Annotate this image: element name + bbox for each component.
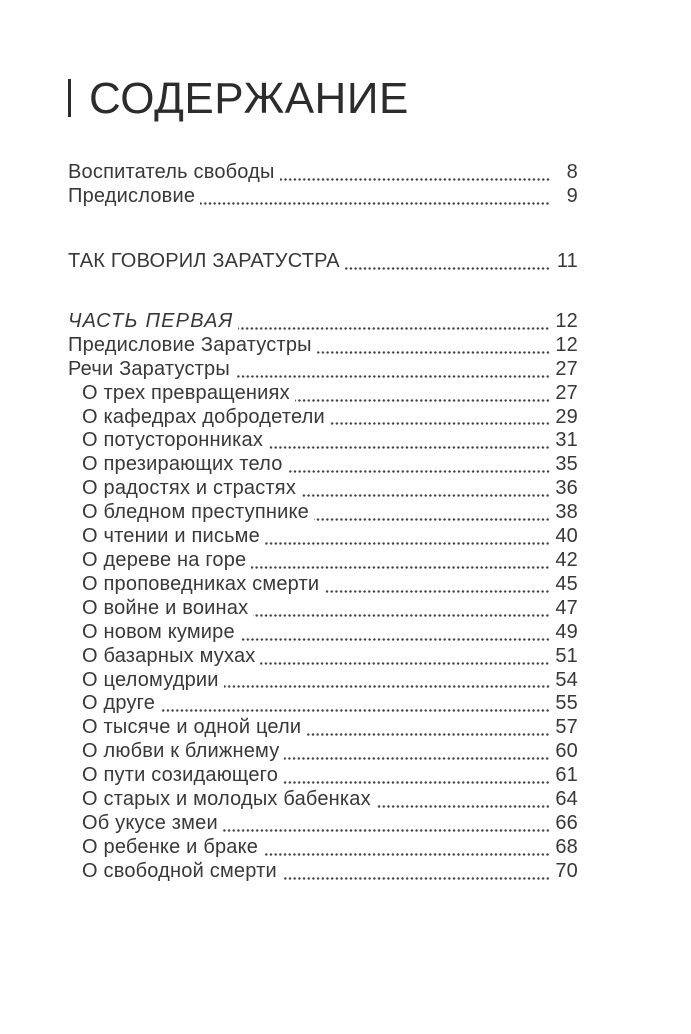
toc-entry[interactable] xyxy=(68,453,578,477)
toc-entry-page: 11 xyxy=(556,250,578,272)
toc-entry-label: Предисловие Заратустры xyxy=(68,333,312,356)
toc-group-book-title xyxy=(68,250,578,274)
toc-entry[interactable] xyxy=(68,358,578,382)
dot-leader xyxy=(238,327,550,330)
toc-entry-label: О презирающих тело xyxy=(82,453,283,476)
toc-entry[interactable] xyxy=(68,549,578,573)
toc-entry-page: 12 xyxy=(555,333,578,356)
dot-leader xyxy=(295,399,550,402)
toc-entry-label: Предисловие xyxy=(68,185,196,208)
dot-leader xyxy=(160,709,550,712)
page-title: СОДЕРЖАНИЕ xyxy=(89,74,409,123)
toc-entry-page: 51 xyxy=(555,644,578,667)
toc-entry-label: О целомудрии xyxy=(82,668,219,691)
toc-entry-page: 9 xyxy=(566,185,578,208)
dot-leader xyxy=(301,494,550,497)
toc-entry-page: 47 xyxy=(555,596,578,619)
toc-entry[interactable] xyxy=(68,692,578,716)
toc-entry[interactable] xyxy=(68,788,578,812)
dot-leader xyxy=(317,351,550,354)
toc-entry-page: 55 xyxy=(555,692,578,715)
toc-entry-page: 12 xyxy=(555,309,578,332)
toc-entry-label: О ребенке и браке xyxy=(82,835,259,858)
toc-entry-page: 54 xyxy=(555,668,578,691)
toc-entry-page: 8 xyxy=(566,161,578,184)
toc-entry-label: ЧАСТЬ ПЕРВАЯ xyxy=(68,309,234,332)
toc-group-part-one xyxy=(68,310,578,884)
dot-leader xyxy=(280,178,550,181)
dot-leader xyxy=(251,566,550,569)
toc-entry-page: 38 xyxy=(555,501,578,524)
toc-entry[interactable] xyxy=(68,645,578,669)
dot-leader xyxy=(288,470,550,473)
toc-entry-label: О бледном преступнике xyxy=(82,501,309,524)
dot-leader xyxy=(235,375,550,378)
toc-entry-label: Речи Заратустры xyxy=(68,357,230,380)
title-block xyxy=(68,76,578,122)
title-accent-bar xyxy=(68,79,71,117)
toc-entry[interactable] xyxy=(68,406,578,430)
toc-entry-label: Об укусе змеи xyxy=(82,811,218,834)
toc-entry[interactable] xyxy=(68,669,578,693)
toc-group-front-matter xyxy=(68,161,578,209)
dot-leader xyxy=(324,590,550,593)
toc-entry[interactable] xyxy=(68,382,578,406)
toc-entry-page: 64 xyxy=(555,788,578,811)
toc-entry[interactable] xyxy=(68,525,578,549)
toc-entry[interactable] xyxy=(68,860,578,884)
dot-leader xyxy=(330,422,550,425)
toc-entry-page: 35 xyxy=(555,453,578,476)
dot-leader xyxy=(240,638,550,641)
toc-entry-label: О чтении и письме xyxy=(82,525,260,548)
toc-entry-label: О друге xyxy=(82,692,156,715)
toc-entry[interactable] xyxy=(68,185,578,209)
toc-entry[interactable] xyxy=(68,334,578,358)
toc-entry-label: О войне и воинах xyxy=(82,596,249,619)
toc-entry-page: 40 xyxy=(555,525,578,548)
toc-entry[interactable] xyxy=(68,764,578,788)
toc-entry[interactable] xyxy=(68,429,578,453)
dot-leader xyxy=(200,202,550,205)
toc-entry-label: О радостях и страстях xyxy=(82,477,297,500)
toc-entry-book-title[interactable] xyxy=(68,250,578,274)
toc-entry-label: О старых и молодых бабенках xyxy=(82,788,371,811)
dot-leader xyxy=(284,757,550,760)
dot-leader xyxy=(282,877,550,880)
dot-leader xyxy=(306,733,550,736)
toc-entry[interactable] xyxy=(68,597,578,621)
dot-leader xyxy=(260,662,550,665)
toc-entry-page: 66 xyxy=(555,811,578,834)
toc-entry[interactable] xyxy=(68,836,578,860)
toc-entry-label: О базарных мухах xyxy=(82,644,256,667)
toc-entry[interactable] xyxy=(68,740,578,764)
dot-leader xyxy=(376,805,550,808)
toc-entry-page: 31 xyxy=(555,429,578,452)
toc-entry-label: О проповедниках смерти xyxy=(82,572,320,595)
toc-entry-label: Воспитатель свободы xyxy=(68,161,275,184)
toc-entry[interactable] xyxy=(68,477,578,501)
dot-leader xyxy=(224,685,550,688)
dot-leader xyxy=(283,781,550,784)
toc-entry-page: 61 xyxy=(555,764,578,787)
toc-entry-label: О кафедрах добродетели xyxy=(82,405,325,428)
toc-entry-page: 36 xyxy=(555,477,578,500)
toc-entry-page: 57 xyxy=(555,716,578,739)
toc-entry-page: 70 xyxy=(555,859,578,882)
dot-leader xyxy=(345,267,550,270)
dot-leader xyxy=(223,829,550,832)
dot-leader xyxy=(265,542,550,545)
toc-entry[interactable] xyxy=(68,716,578,740)
toc-entry-page: 49 xyxy=(555,620,578,643)
toc-entry[interactable] xyxy=(68,812,578,836)
toc-entry-page: 27 xyxy=(555,381,578,404)
toc-entry-page: 45 xyxy=(555,572,578,595)
toc-entry-label: О пути созидающего xyxy=(82,764,279,787)
toc-entry-label: О свободной смерти xyxy=(82,859,277,882)
dot-leader xyxy=(253,614,550,617)
toc-entry-label: О новом кумире xyxy=(82,620,235,643)
toc-entry[interactable] xyxy=(68,573,578,597)
dot-leader xyxy=(314,518,550,521)
toc-entry-page: 29 xyxy=(555,405,578,428)
toc-entry-label: О потусторонниках xyxy=(82,429,264,452)
dot-leader xyxy=(268,446,550,449)
toc-entry[interactable] xyxy=(68,501,578,525)
toc-entry-page: 27 xyxy=(555,357,578,380)
toc-entry[interactable] xyxy=(68,161,578,185)
toc-entry-page: 68 xyxy=(555,835,578,858)
toc-entry-label: О дереве на горе xyxy=(82,548,247,571)
toc-entry-label: О любви к ближнему xyxy=(82,740,280,763)
dot-leader xyxy=(263,853,550,856)
toc-entry-label: О трех превращениях xyxy=(82,381,290,404)
toc-entry-label: ТАК ГОВОРИЛ ЗАРАТУСТРА xyxy=(68,250,340,272)
toc-entry-page: 60 xyxy=(555,740,578,763)
toc-entry[interactable] xyxy=(68,621,578,645)
toc-entry-page: 42 xyxy=(555,548,578,571)
toc-entry-part-heading[interactable] xyxy=(68,310,578,334)
toc-entry-label: О тысяче и одной цели xyxy=(82,716,302,739)
